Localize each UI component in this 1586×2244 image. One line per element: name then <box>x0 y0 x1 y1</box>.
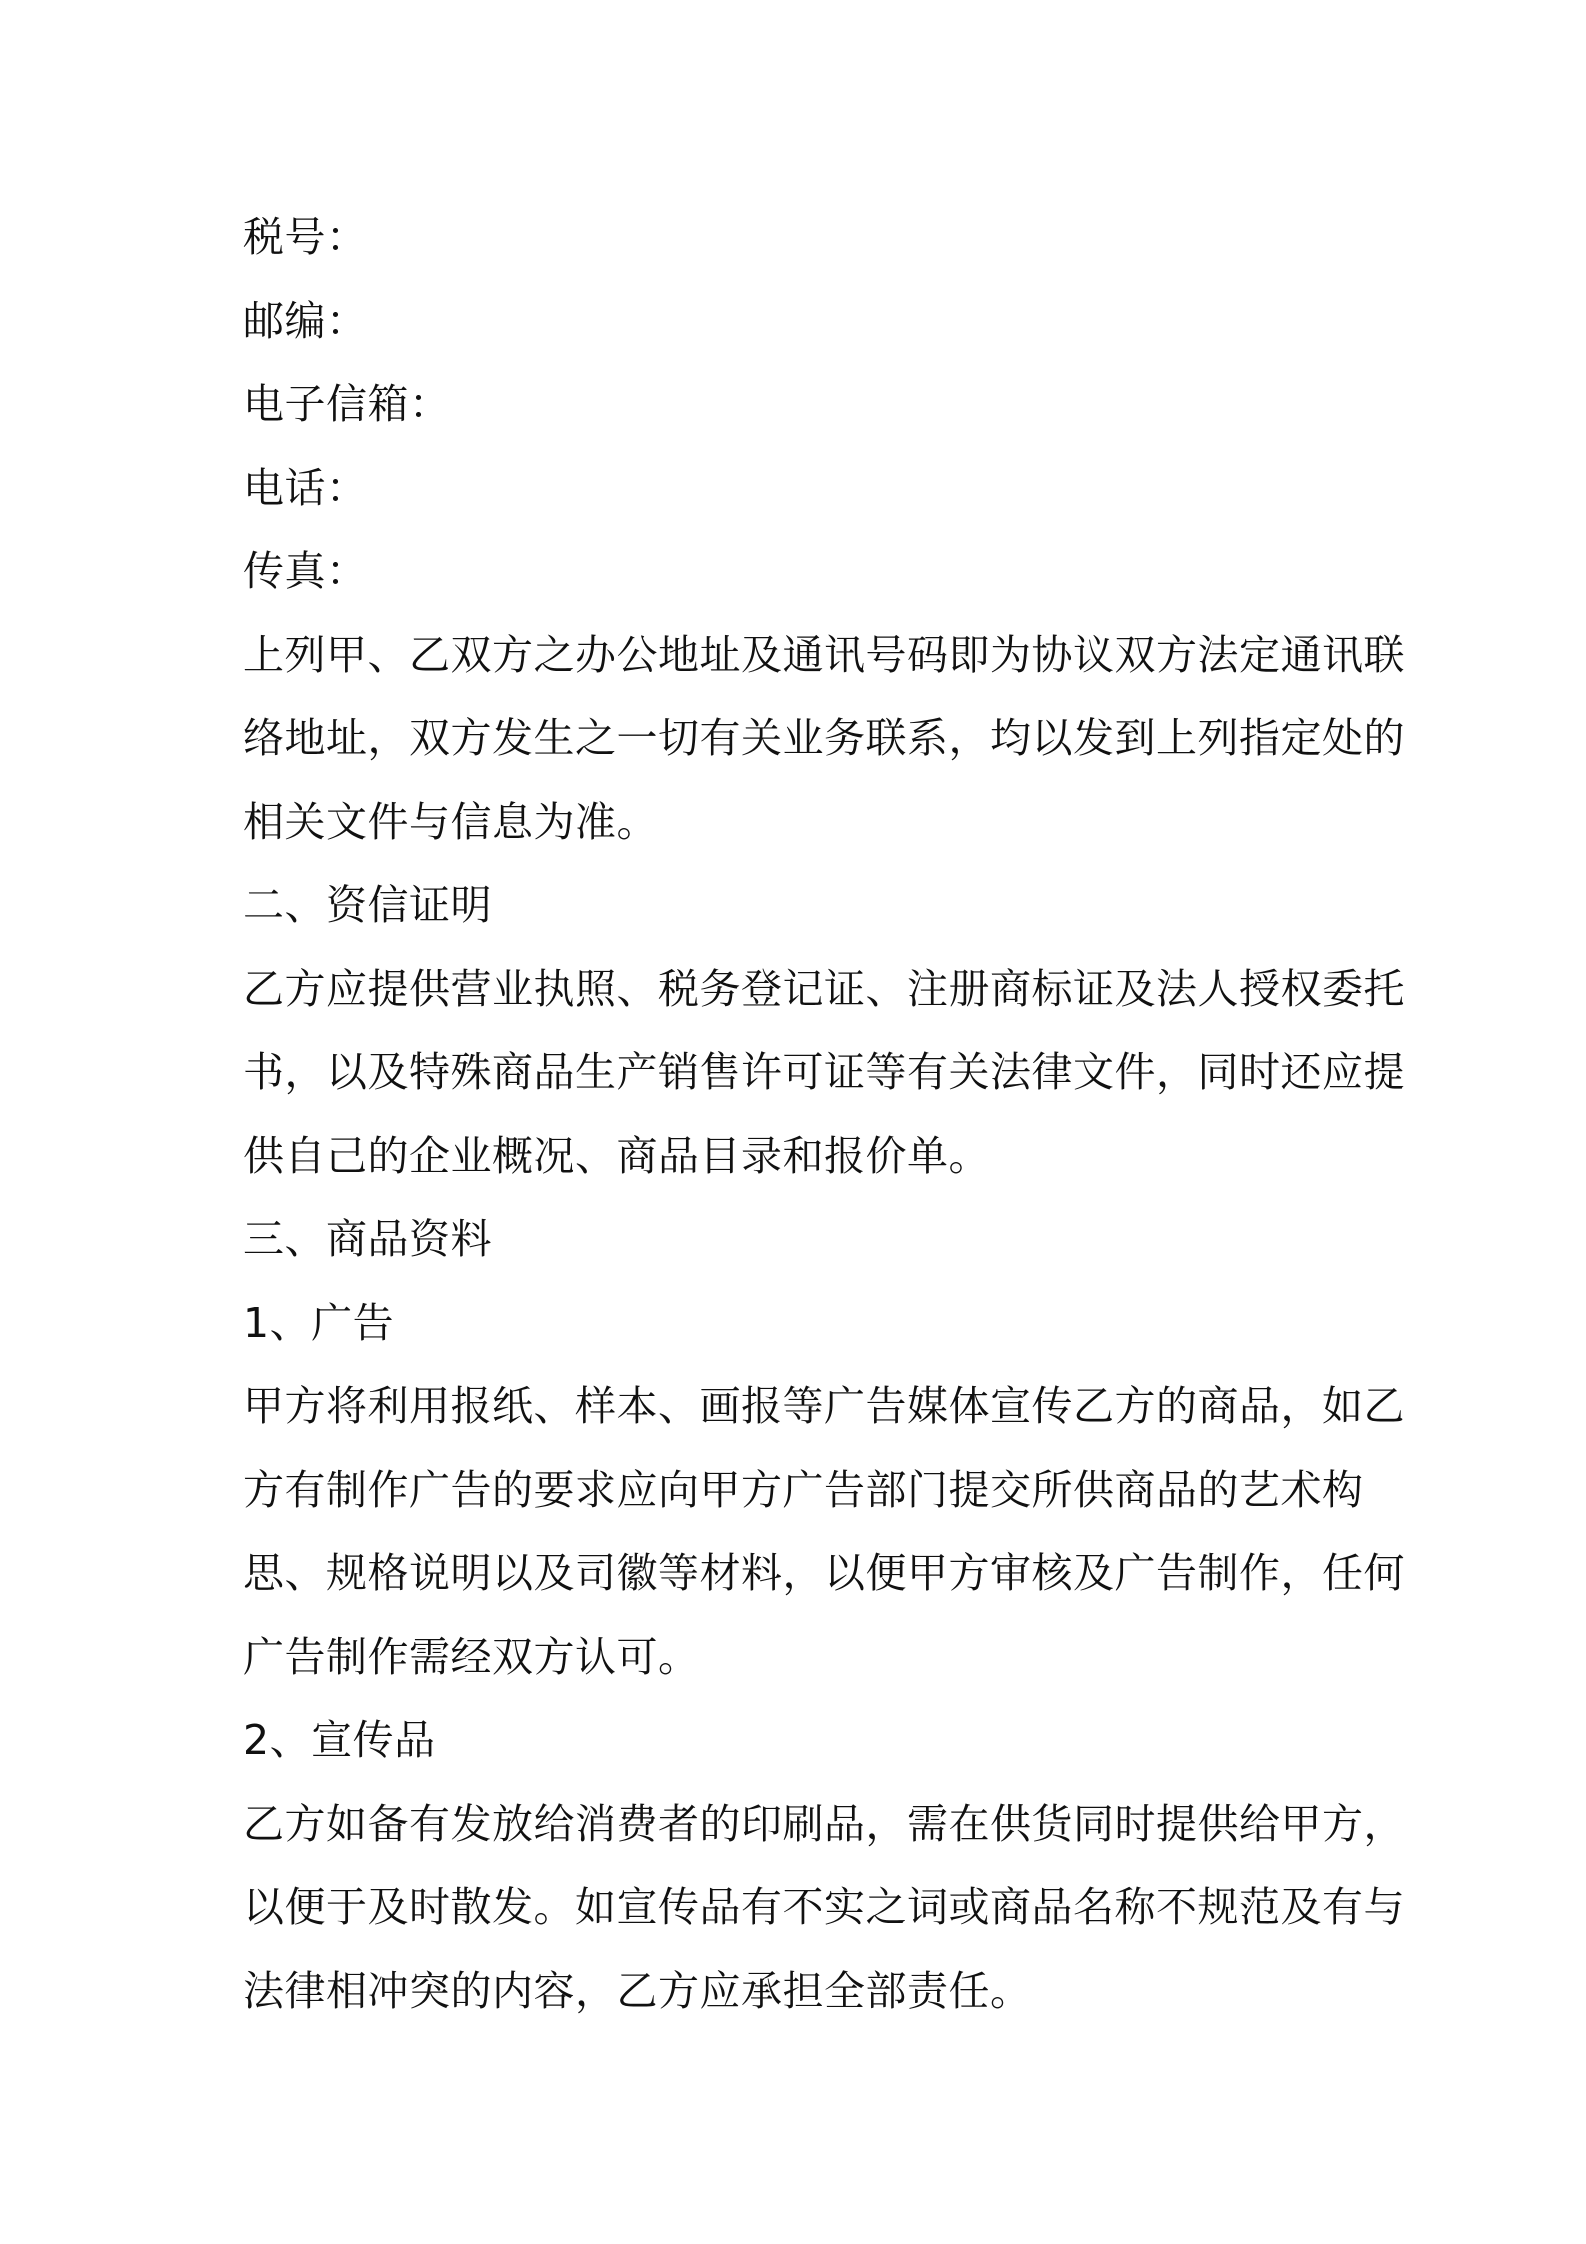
paragraph-line: 供自己的企业概况、商品目录和报价单。 <box>243 1131 990 1180</box>
paragraph-line: 思、规格说明以及司徽等材料，以便甲方审核及广告制作，任何 <box>243 1549 1405 1597</box>
paragraph-line: 广告制作需经双方认可。 <box>243 1632 700 1681</box>
document-body <box>243 196 1405 2033</box>
paragraph-line: 乙方应提供营业执照、税务登记证、注册商标证及法人授权委托 <box>243 964 1405 1013</box>
email-label: 电子信箱： <box>243 380 451 428</box>
postcode-label: 邮编： <box>243 296 368 345</box>
paragraph-line: 甲方将利用报纸、样本、画报等广告媒体宣传乙方的商品，如乙 <box>243 1382 1405 1430</box>
paragraph-line: 法律相冲突的内容，乙方应承担全部责任。 <box>243 1966 1032 2015</box>
paragraph-line: 上列甲、乙双方之办公地址及通讯号码即为协议双方法定通讯联 <box>243 630 1405 679</box>
contact-note-paragraph <box>243 614 1405 865</box>
credit-paragraph <box>243 948 1405 1199</box>
section-heading-product-info: 三、商品资料 <box>243 1215 492 1263</box>
subsection-heading-advertising: 1、广告 <box>243 1298 395 1347</box>
paragraph-line: 乙方如备有发放给消费者的印刷品，需在供货同时提供给甲方， <box>243 1799 1405 1848</box>
promo-materials-paragraph <box>243 1783 1405 2034</box>
advertising-paragraph <box>243 1365 1405 1699</box>
paragraph-line: 以便于及时散发。如宣传品有不实之词或商品名称不规范及有与 <box>243 1883 1405 1931</box>
paragraph-line: 书，以及特殊商品生产销售许可证等有关法律文件，同时还应提 <box>243 1048 1405 1096</box>
phone-label: 电话： <box>243 463 368 512</box>
tax-id-label: 税号： <box>243 213 368 261</box>
paragraph-line: 相关文件与信息为准。 <box>243 797 658 846</box>
fax-label: 传真： <box>243 547 368 595</box>
subsection-heading-promo-materials: 2、宣传品 <box>243 1716 436 1764</box>
section-heading-credit: 二、资信证明 <box>243 881 492 929</box>
paragraph-line: 络地址，双方发生之一切有关业务联系，均以发到上列指定处的 <box>243 714 1405 762</box>
paragraph-line: 方有制作广告的要求应向甲方广告部门提交所供商品的艺术构 <box>243 1465 1364 1514</box>
